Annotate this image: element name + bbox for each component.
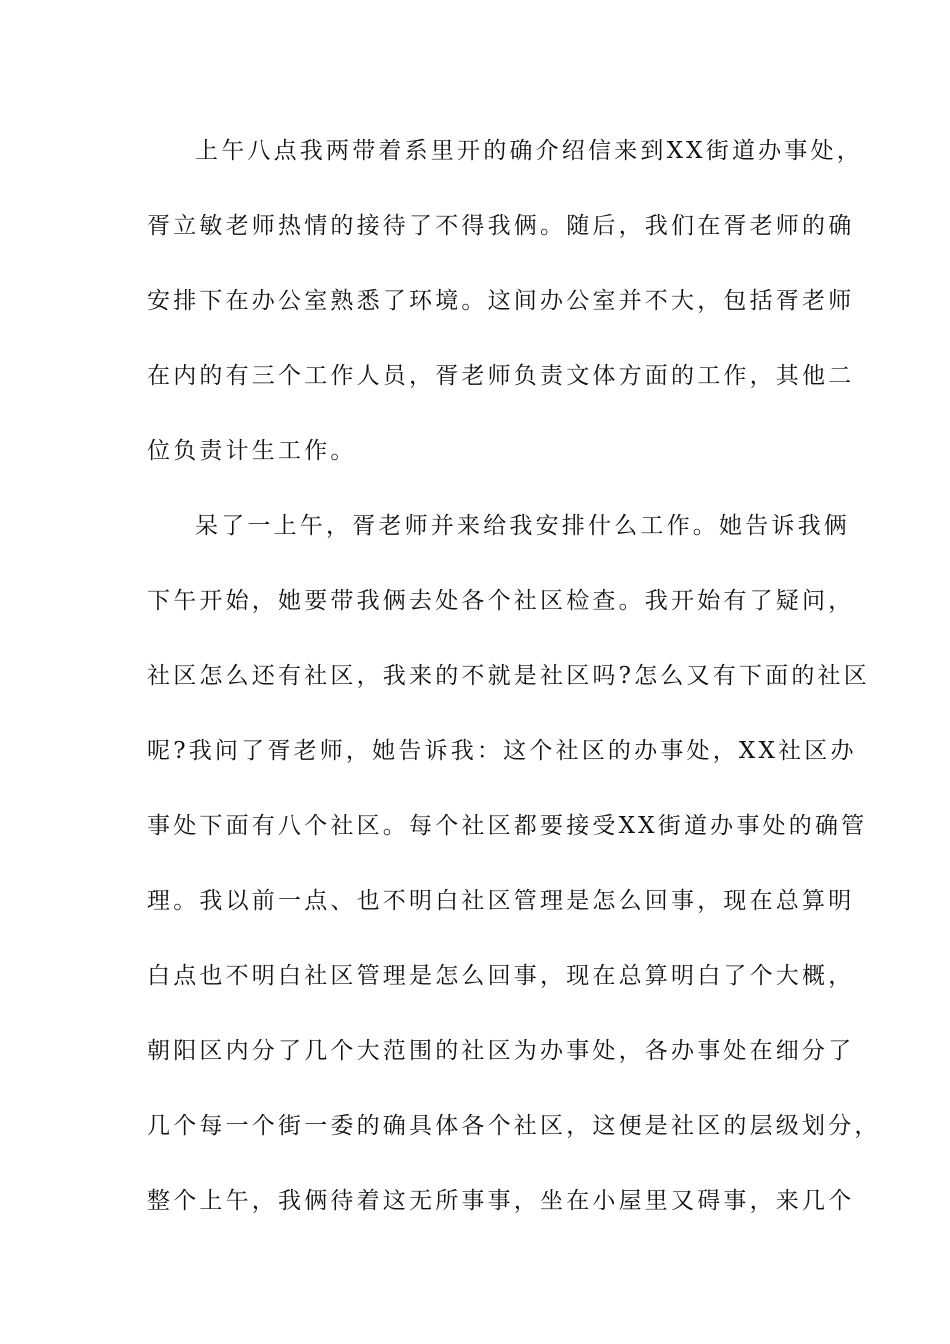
text-line: 下午开始，她要带我俩去处各个社区检查。我开始有了疑问， [147, 588, 855, 614]
text-line: 呆了一上午，胥老师并来给我安排什么工作。她告诉我俩 [195, 513, 850, 539]
text-line: 在内的有三个工作人员，胥老师负责文体方面的工作，其他二 [147, 363, 855, 389]
text-line: 事处下面有八个社区。每个社区都要接受XX街道办事处的确管 [147, 813, 868, 839]
text-line: 胥立敏老师热情的接待了不得我俩。随后，我们在胥老师的确 [147, 213, 855, 239]
text-line: 白点也不明白社区管理是怎么回事，现在总算明白了个大概， [147, 963, 855, 989]
text-line: 整个上午，我俩待着这无所事事，坐在小屋里又碍事，来几个 [147, 1188, 855, 1214]
text-line: 几个每一个街一委的确具体各个社区，这便是社区的层级划分， [147, 1113, 881, 1139]
text-line: 安排下在办公室熟悉了环境。这间办公室并不大，包括胥老师 [147, 288, 855, 314]
text-line: 呢?我问了胥老师，她告诉我：这个社区的办事处，XX社区办 [147, 738, 857, 764]
text-line: 上午八点我两带着系里开的确介绍信来到XX街道办事处， [195, 138, 863, 164]
text-line: 理。我以前一点、也不明白社区管理是怎么回事，现在总算明 [147, 888, 855, 914]
text-line: 社区怎么还有社区，我来的不就是社区吗?怎么又有下面的社区 [147, 663, 870, 689]
text-line: 位负责计生工作。 [147, 438, 357, 464]
text-line: 朝阳区内分了几个大范围的社区为办事处，各办事处在细分了 [147, 1038, 855, 1064]
